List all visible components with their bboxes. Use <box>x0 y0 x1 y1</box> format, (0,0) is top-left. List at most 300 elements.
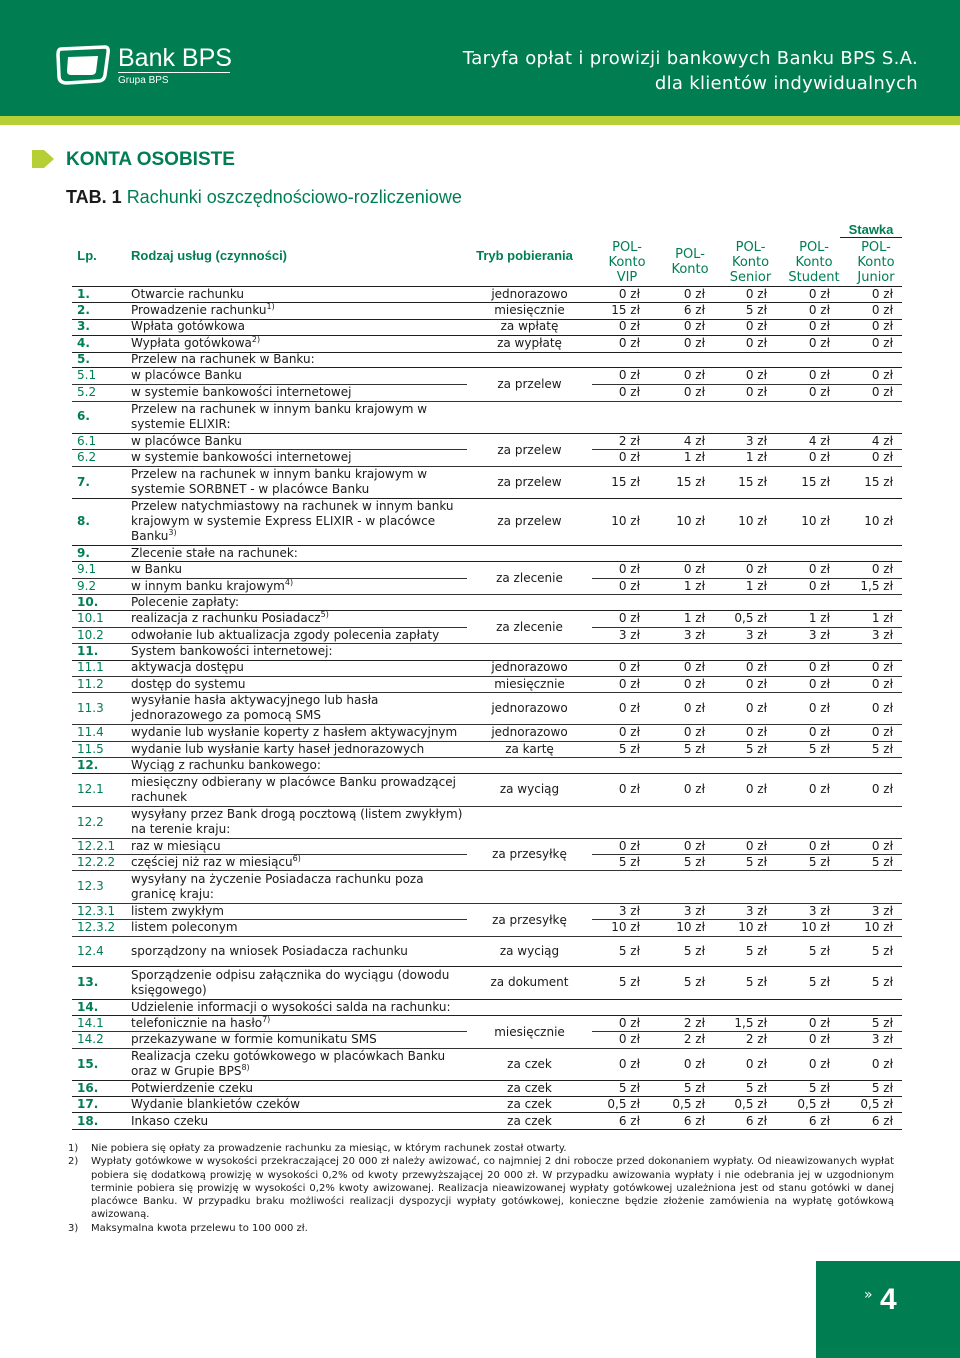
row-fee-value: 0 zł <box>808 1015 830 1030</box>
row-fee-value: 0 zł <box>745 700 767 715</box>
row-lp: 12.3.1 <box>77 903 116 918</box>
row-fee-value: 0 zł <box>618 1032 640 1046</box>
row-service-text: miesięczny odbierany w placówce Banku prowadzącej rachunek <box>131 774 456 804</box>
row-service-text: aktywacja dostępu <box>131 660 244 674</box>
row-fee-value: 3 zł <box>683 903 705 918</box>
row-fee-value: 6 zł <box>683 303 705 317</box>
row-service-text: Realizacja czeku gotówkowego w placówkach Banku oraz w Grupie BPS <box>131 1049 446 1078</box>
row-fee-value: 0 zł <box>683 286 705 301</box>
row-fee-value: 0 zł <box>683 368 705 382</box>
footnote-text: Nie pobiera się opłaty za prowadzenie rachunku za miesiąc, w którym rachunek został otwarty. <box>91 1143 567 1154</box>
footnotes <box>68 1142 894 1235</box>
row-service-name <box>131 870 466 903</box>
row-fee-value: 0 zł <box>745 336 767 350</box>
row-fee-value: 5 zł <box>683 943 705 958</box>
row-service-name <box>131 384 466 401</box>
row-fee-value: 1 zł <box>683 450 705 464</box>
row-fee-value: 0 zł <box>871 336 893 350</box>
merged-billing-mode: za przesyłkę <box>467 839 592 869</box>
footnote-number: 3) <box>68 1222 79 1234</box>
row-service-text: w systemie bankowości internetowej <box>131 385 352 399</box>
row-fee-value: 5 zł <box>745 943 767 958</box>
row-fee-value: 0 zł <box>745 385 767 399</box>
row-fee-value: 3 zł <box>618 903 640 918</box>
row-fee-value: 0 zł <box>618 660 640 674</box>
row-fee-value: 5 zł <box>618 943 640 958</box>
row-lp: 12.4 <box>77 943 104 958</box>
footnote-text: Maksymalna kwota przelewu to 100 000 zł. <box>91 1222 308 1234</box>
row-lp: 11.4 <box>77 725 104 739</box>
row-fee-value: 0 zł <box>808 286 830 301</box>
row-fee-value: 0 zł <box>871 660 893 674</box>
row-service-name <box>131 627 466 643</box>
row-fee-value: 0 zł <box>871 319 893 333</box>
row-fee-value: 5 zł <box>618 854 640 869</box>
row-fee-value: 3 zł <box>745 627 767 642</box>
row-lp: 6.2 <box>77 450 97 464</box>
row-billing-mode: za wpłatę <box>500 319 559 333</box>
row-lp: 6.1 <box>77 433 97 448</box>
header-col-senior: POL- Konto Senior <box>729 239 772 285</box>
row-fee-value: 1 zł <box>683 578 705 593</box>
row-lp: 12.2 <box>77 814 104 829</box>
row-service-name <box>131 643 466 660</box>
page-number: 4 <box>880 1283 897 1316</box>
row-lp: 12.2.1 <box>77 838 116 853</box>
row-billing-mode: miesięcznie <box>494 676 565 691</box>
row-service-name <box>131 318 466 335</box>
row-service-name <box>131 854 466 870</box>
row-fee-value: 0 zł <box>618 562 640 576</box>
row-fee-value: 0 zł <box>808 676 830 691</box>
row-service-text: w Banku <box>131 562 183 576</box>
footnote <box>68 1222 894 1235</box>
row-fee-value: 15 zł <box>611 303 640 317</box>
row-billing-mode: za wyciąg <box>499 782 560 796</box>
row-fee-value: 0,5 zł <box>607 1096 640 1111</box>
row-service-name <box>131 351 466 367</box>
row-fee-value: 0 zł <box>871 782 893 796</box>
row-lp: 14.2 <box>77 1032 104 1046</box>
footnote-ref: 1) <box>266 302 275 311</box>
row-fee-value: 0 zł <box>808 725 830 739</box>
row-lp: 11.2 <box>77 676 104 691</box>
row-service-text: w placówce Banku <box>131 368 242 382</box>
row-service-name <box>131 1113 466 1129</box>
header-col-konto: POL- Konto <box>671 247 709 277</box>
row-fee-value: 10 zł <box>738 514 767 528</box>
row-service-text: wydanie lub wysłanie koperty z hasłem aktywacyjnym <box>131 725 458 739</box>
row-service-name <box>131 286 466 302</box>
row-fee-value: 0 zł <box>683 1056 705 1071</box>
row-fee-value: 0 zł <box>871 700 893 715</box>
row-fee-value: 6 zł <box>871 1113 893 1128</box>
row-fee-value: 0 zł <box>683 700 705 715</box>
row-fee-value: 3 zł <box>745 903 767 918</box>
row-fee-value: 2 zł <box>683 1032 705 1046</box>
row-service-name <box>131 578 466 594</box>
row-fee-value: 5 zł <box>871 943 893 958</box>
row-service-text: Przelew na rachunek w innym banku krajowym w systemie SORBNET - w placówce Banku <box>131 467 428 496</box>
row-fee-value: 0,5 zł <box>734 1096 767 1111</box>
table-row <box>72 498 902 546</box>
document-title-line1: Taryfa opłat i prowizji bankowych Banku BPS S.A. <box>462 48 918 69</box>
row-fee-value: 3 zł <box>808 627 830 642</box>
row-fee-value: 5 zł <box>745 303 767 317</box>
footnote <box>68 1155 894 1221</box>
row-fee-value: 0 zł <box>808 450 830 464</box>
table-row <box>72 594 902 611</box>
row-fee-value: 1 zł <box>745 578 767 593</box>
footnote-ref: 2) <box>251 335 261 344</box>
row-service-text: raz w miesiącu <box>131 838 221 853</box>
row-lp: 7. <box>77 474 90 489</box>
row-fee-value: 0 zł <box>745 562 767 576</box>
row-lp: 12. <box>77 757 99 772</box>
row-service-text: wydanie lub wysłanie karty haseł jednorazowych <box>131 741 425 756</box>
footnote-ref: 4) <box>284 577 294 587</box>
footnote-ref: 8) <box>241 1063 250 1072</box>
row-fee-value: 4 zł <box>871 433 893 448</box>
table-row <box>72 870 902 904</box>
row-lp: 12.3 <box>77 879 104 893</box>
row-fee-value: 0 zł <box>618 611 640 625</box>
row-fee-value: 0 zł <box>808 838 830 853</box>
row-fee-value: 0 zł <box>808 336 830 350</box>
row-fee-value: 0 zł <box>618 286 640 301</box>
row-billing-mode: za przelew <box>497 514 562 528</box>
row-fee-value: 0,5 zł <box>672 1096 705 1111</box>
row-fee-value: 0 zł <box>745 319 767 333</box>
table-row <box>72 545 902 562</box>
row-fee-value: 1 zł <box>808 611 830 625</box>
row-fee-value: 0 zł <box>745 286 767 301</box>
row-service-name <box>131 838 466 854</box>
row-service-text: dostęp do systemu <box>131 676 246 691</box>
row-fee-value: 0 zł <box>808 1032 830 1046</box>
bank-name: Bank BPS <box>118 44 232 72</box>
row-service-text: Sporządzenie odpisu załącznika do wyciągu (dowodu księgowego) <box>131 967 450 997</box>
table-row <box>72 936 902 967</box>
row-fee-value: 6 zł <box>745 1113 767 1128</box>
row-fee-value: 0 zł <box>808 700 830 715</box>
row-service-name <box>131 1031 466 1048</box>
table-row <box>72 1080 902 1097</box>
row-fee-value: 0 zł <box>745 838 767 853</box>
row-fee-value: 10 zł <box>864 920 893 934</box>
row-lp: 8. <box>77 514 90 528</box>
row-service-name <box>131 335 466 352</box>
table-row <box>72 692 902 725</box>
row-fee-value: 0 zł <box>745 368 767 382</box>
table-row <box>72 466 902 499</box>
row-fee-value: 0 zł <box>871 838 893 853</box>
row-lp: 11.1 <box>77 660 104 674</box>
row-service-text: Przelew na rachunek w Banku: <box>131 351 315 366</box>
footnote-number: 2) <box>68 1156 79 1168</box>
row-billing-mode: za wypłatę <box>497 336 562 350</box>
row-service-text: wysyłany na życzenie Posiadacza rachunku poza granicę kraju: <box>131 871 424 901</box>
table-row <box>72 741 902 758</box>
row-service-text: Polecenie zapłaty: <box>131 594 239 609</box>
row-billing-mode: za kartę <box>505 741 554 756</box>
row-lp: 6. <box>77 409 90 423</box>
row-fee-value: 2 zł <box>683 1015 705 1030</box>
row-fee-value: 0 zł <box>618 838 640 853</box>
row-lp: 9.2 <box>77 578 97 593</box>
row-fee-value: 3 zł <box>618 627 640 642</box>
merged-billing-mode: za przelew <box>467 434 592 465</box>
row-fee-value: 5 zł <box>745 741 767 756</box>
bank-group: Grupa BPS <box>118 75 169 86</box>
row-fee-value: 10 zł <box>611 920 640 934</box>
row-fee-value: 15 zł <box>611 474 640 489</box>
row-fee-value: 0 zł <box>683 660 705 674</box>
row-lp: 12.1 <box>77 782 104 796</box>
row-lp: 16. <box>77 1080 99 1095</box>
row-fee-value: 0 zł <box>808 660 830 674</box>
footnote-text: Wypłaty gotówkowe w wysokości przekraczającej 20 000 zł należy awizować, co najmniej 2 dni robocze przed dokonaniem wypłaty. Od nieawizowanych wypłat pobiera się dodatkową prowizję w wysokości 0,2% od kwoty przewyższającej 20 000 zł. W przypadku awizowania wypłaty i nie odebrania jej w uzgodnionym terminie pobiera się prowizję w wysokości 0,2% kwoty awizowanej. Realizacja nieawizowanej wypłaty gotówkowej uzależniona jest od stanu gotówki w danej placówce Banku. W przypadku braku możliwości realizacji dyspozycji wypłaty gotówkowej, konieczne będzie złożenie zamówienia na wypłatę gotówkową awizowaną. <box>91 1156 894 1221</box>
row-lp: 3. <box>77 319 90 333</box>
table-row <box>72 999 902 1016</box>
row-fee-value: 3 zł <box>808 903 830 918</box>
table-header-row <box>72 238 902 287</box>
row-lp: 9. <box>77 545 90 560</box>
row-fee-value: 5 zł <box>618 741 640 756</box>
row-service-text: Przelew na rachunek w innym banku krajowym w systemie ELIXIR: <box>131 401 428 431</box>
row-fee-value: 3 zł <box>871 903 893 918</box>
merged-billing-mode: za przesyłkę <box>467 904 592 935</box>
row-fee-value: 15 zł <box>801 474 830 489</box>
document-title-line2: dla klientów indywidualnych <box>654 73 918 94</box>
table-row <box>72 659 902 677</box>
row-fee-value: 15 zł <box>676 474 705 489</box>
row-fee-value: 0 zł <box>871 676 893 691</box>
row-service-text: w systemie bankowości internetowej <box>131 450 352 464</box>
row-service-name <box>131 561 466 578</box>
row-fee-value: 0,5 zł <box>734 611 767 625</box>
row-service-name <box>131 1015 466 1031</box>
row-fee-value: 5 zł <box>871 1080 893 1095</box>
row-service-name <box>131 466 466 498</box>
row-service-text: w placówce Banku <box>131 433 242 448</box>
row-service-name <box>131 903 466 919</box>
row-lp: 5.1 <box>77 368 97 382</box>
row-fee-value: 0 zł <box>618 578 640 593</box>
row-fee-value: 3 zł <box>871 627 893 642</box>
stawka-header: Stawka <box>848 222 894 237</box>
row-service-text: Wyciąg z rachunku bankowego: <box>131 757 321 772</box>
page-arrows-icon: » <box>864 1287 873 1303</box>
row-fee-value: 0 zł <box>618 336 640 350</box>
table-row <box>72 400 902 434</box>
row-fee-value: 2 zł <box>745 1032 767 1046</box>
row-service-name <box>131 999 466 1015</box>
header-col-student: POL- Konto Student <box>788 239 840 285</box>
row-billing-mode: jednorazowo <box>491 700 568 715</box>
row-fee-value: 0 zł <box>618 782 640 796</box>
row-service-name <box>131 433 466 449</box>
row-fee-value: 0 zł <box>683 562 705 576</box>
row-service-text: Prowadzenie rachunku <box>131 303 267 317</box>
row-service-name <box>131 659 466 676</box>
row-service-text: Potwierdzenie czeku <box>131 1080 254 1095</box>
row-fee-value: 0 zł <box>745 1056 767 1071</box>
row-fee-value: 1,5 zł <box>860 578 893 593</box>
row-fee-value: 0 zł <box>871 1056 893 1071</box>
row-fee-value: 2 zł <box>618 433 640 448</box>
header-col-junior: POL- Konto Junior <box>857 239 895 285</box>
row-service-name <box>131 741 466 757</box>
row-fee-value: 5 zł <box>618 975 640 989</box>
row-fee-value: 0 zł <box>871 303 893 317</box>
row-service-text: System bankowości internetowej: <box>131 644 333 658</box>
row-billing-mode: za wyciąg <box>499 943 560 958</box>
row-fee-value: 10 zł <box>676 920 705 934</box>
row-fee-value: 1 zł <box>871 611 893 625</box>
section-title: KONTA OSOBISTE <box>66 149 235 170</box>
table-row <box>72 724 902 742</box>
row-fee-value: 5 zł <box>683 1080 705 1095</box>
table-title-prefix: TAB. 1 <box>66 187 122 207</box>
row-service-name <box>131 545 466 561</box>
footnote-number: 1) <box>68 1143 79 1154</box>
row-fee-value: 0 zł <box>871 385 893 399</box>
row-fee-value: 6 zł <box>618 1113 640 1128</box>
row-lp: 10.2 <box>77 627 104 642</box>
row-service-name <box>131 966 466 999</box>
header-col-vip: POL- Konto VIP <box>608 239 646 285</box>
merged-billing-mode: miesięcznie <box>467 1016 592 1047</box>
row-service-name <box>131 1096 466 1112</box>
row-service-text: Przelew natychmiastowy na rachunek w innym banku krajowym w systemie Express ELIXIR - w placówce Banku <box>131 499 454 543</box>
table-row <box>72 806 902 839</box>
row-service-text: Zlecenie stałe na rachunek: <box>131 545 298 560</box>
table-row <box>72 1096 902 1113</box>
row-fee-value: 0 zł <box>618 319 640 333</box>
row-fee-value: 0 zł <box>683 319 705 333</box>
row-fee-value: 0 zł <box>745 782 767 796</box>
row-fee-value: 0 zł <box>745 660 767 674</box>
row-fee-value: 5 zł <box>871 854 893 869</box>
row-lp: 2. <box>77 303 90 317</box>
row-lp: 5.2 <box>77 385 97 399</box>
row-fee-value: 6 zł <box>808 1113 830 1128</box>
header-tryb: Tryb pobierania <box>476 247 573 263</box>
row-fee-value: 5 zł <box>808 854 830 869</box>
row-billing-mode: za czek <box>507 1096 552 1111</box>
row-fee-value: 3 zł <box>871 1032 893 1046</box>
row-service-name <box>131 594 466 610</box>
row-lp: 10. <box>77 594 99 609</box>
row-fee-value: 5 zł <box>871 975 893 989</box>
row-service-name <box>131 692 466 724</box>
row-lp: 1. <box>77 286 90 301</box>
table-row <box>72 773 902 807</box>
row-fee-value: 5 zł <box>808 1080 830 1095</box>
row-fee-value: 5 zł <box>745 854 767 869</box>
row-fee-value: 0 zł <box>871 368 893 382</box>
row-lp: 9.1 <box>77 562 97 576</box>
row-billing-mode: za czek <box>507 1113 552 1128</box>
row-fee-value: 0 zł <box>808 319 830 333</box>
table-row <box>72 286 902 303</box>
row-fee-value: 5 zł <box>683 741 705 756</box>
row-fee-value: 0 zł <box>683 336 705 350</box>
row-fee-value: 0 zł <box>808 562 830 576</box>
row-lp: 14.1 <box>77 1015 104 1030</box>
row-service-text: Wydanie blankietów czeków <box>131 1096 301 1111</box>
row-service-text: realizacja z rachunku Posiadacz <box>131 611 321 625</box>
row-fee-value: 5 zł <box>871 1015 893 1030</box>
row-fee-value: 1,5 zł <box>734 1015 767 1030</box>
row-service-text: telefonicznie na hasło <box>131 1015 263 1030</box>
row-fee-value: 0 zł <box>808 368 830 382</box>
row-service-name <box>131 1048 466 1080</box>
merged-billing-mode: za przelew <box>467 368 592 399</box>
row-fee-value: 0 zł <box>871 286 893 301</box>
row-fee-value: 0 zł <box>618 385 640 399</box>
row-fee-value: 0 zł <box>871 450 893 464</box>
row-service-text: Wypłata gotówkowa <box>131 336 252 350</box>
row-lp: 10.1 <box>77 611 104 625</box>
row-fee-value: 5 zł <box>808 741 830 756</box>
row-fee-value: 0 zł <box>683 676 705 691</box>
row-fee-value: 5 zł <box>618 1080 640 1095</box>
footnote-ref: 6) <box>292 853 301 863</box>
row-service-name <box>131 610 466 627</box>
row-service-name <box>131 724 466 741</box>
row-service-text: Udzielenie informacji o wysokości salda na rachunku: <box>131 999 451 1014</box>
row-fee-value: 5 zł <box>745 1080 767 1095</box>
row-service-text: listem poleconym <box>131 920 238 934</box>
row-billing-mode: jednorazowo <box>491 286 568 301</box>
row-fee-value: 5 zł <box>808 975 830 989</box>
row-service-text: sporządzony na wniosek Posiadacza rachunku <box>131 943 408 958</box>
row-service-name <box>131 449 466 466</box>
merged-billing-mode: za zlecenie <box>467 611 592 642</box>
row-lp: 13. <box>77 975 99 989</box>
row-service-name <box>131 773 466 806</box>
row-fee-value: 0 zł <box>745 725 767 739</box>
merged-billing-mode: za zlecenie <box>467 562 592 593</box>
row-service-text: w innym banku krajowym <box>131 578 285 593</box>
row-fee-value: 10 zł <box>801 514 830 528</box>
row-service-text: odwołanie lub aktualizacja zgody polecenia zapłaty <box>131 627 440 642</box>
row-fee-value: 5 zł <box>683 975 705 989</box>
row-lp: 11.5 <box>77 741 104 756</box>
row-billing-mode: za czek <box>507 1080 552 1095</box>
row-lp: 14. <box>77 999 99 1014</box>
footnote-ref: 7) <box>262 1014 271 1024</box>
row-lp: 4. <box>77 336 90 350</box>
row-fee-value: 0,5 zł <box>860 1096 893 1111</box>
row-fee-value: 3 zł <box>683 627 705 642</box>
row-fee-value: 0 zł <box>808 385 830 399</box>
row-service-name <box>131 302 466 319</box>
row-fee-value: 5 zł <box>683 854 705 869</box>
row-fee-value: 0 zł <box>618 1015 640 1030</box>
row-fee-value: 0 zł <box>618 368 640 382</box>
row-billing-mode: miesięcznie <box>494 303 565 317</box>
row-service-text: wysyłanie hasła aktywacyjnego lub hasła jednorazowego za pomocą SMS <box>131 693 379 722</box>
header-lp: Lp. <box>77 247 97 263</box>
header-name: Rodzaj usług (czynności) <box>131 247 288 263</box>
row-service-name <box>131 936 466 966</box>
row-fee-value: 0 zł <box>683 385 705 399</box>
row-fee-value: 0 zł <box>683 725 705 739</box>
row-fee-value: 10 zł <box>676 514 705 528</box>
